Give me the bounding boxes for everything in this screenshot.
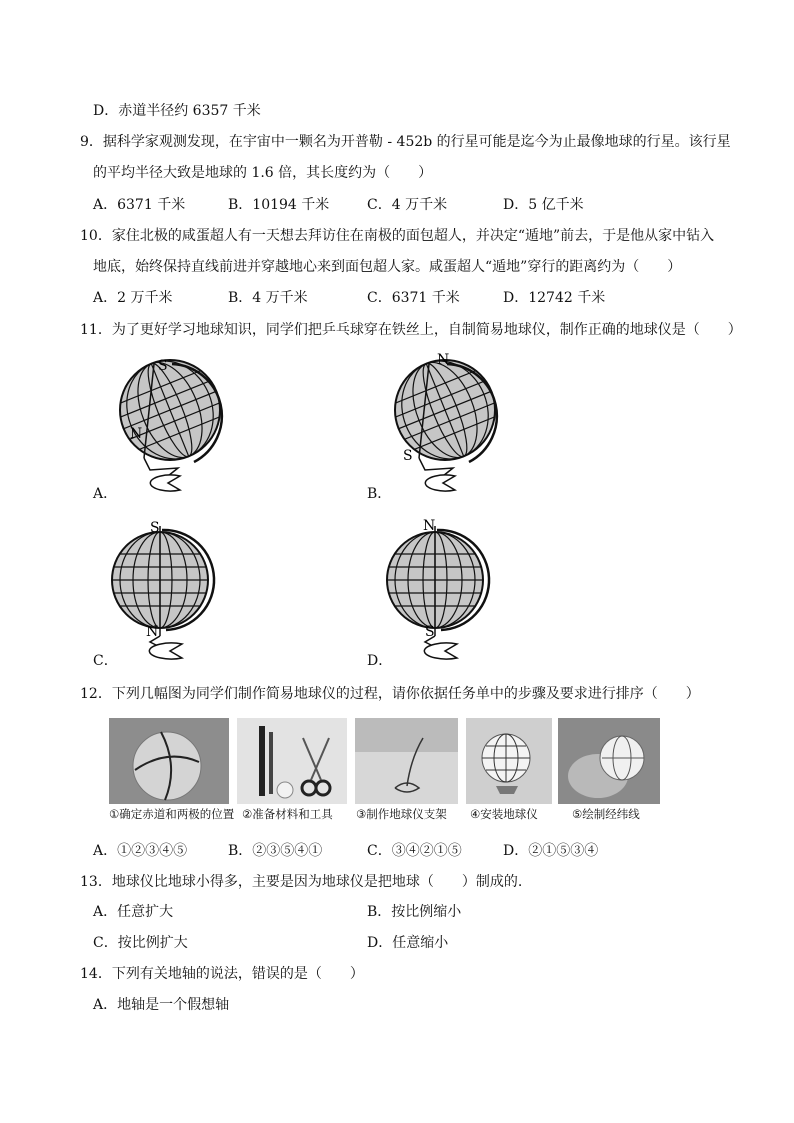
q11-globe-b-top-label: N: [437, 352, 450, 368]
q12-caption-5: ⑤绘制经纬线: [572, 807, 640, 821]
q11-globe-c-top-label: S: [150, 520, 160, 536]
q11-globe-b-bottom-label: S: [403, 448, 413, 464]
q11-globe-c-bottom-label: N: [146, 624, 159, 640]
q12-photo-1: [109, 718, 229, 804]
q10-option-d: D．12742 千米: [503, 290, 606, 306]
q8-option-d: D．赤道半径约 6357 千米: [93, 103, 261, 119]
q11-globe-c: [110, 518, 230, 668]
q13-option-b: B．按比例缩小: [367, 904, 462, 920]
q11-globe-d-bottom-label: S: [425, 624, 435, 640]
q13-option-d: D．任意缩小: [367, 935, 449, 951]
q12-stem: 12．下列几幅图为同学们制作简易地球仪的过程，请你依据任务单中的步骤及要求进行排序（ ）: [80, 686, 700, 702]
q12-photo-2: [237, 718, 347, 804]
q11-globe-d: [385, 518, 505, 668]
q13-stem: 13．地球仪比地球小得多，主要是因为地球仪是把地球（ ）制成的.: [80, 874, 523, 890]
q11-option-c-label: C．: [93, 653, 118, 669]
q12-option-d: D．②①⑤③④: [503, 843, 599, 859]
q12-photo-4: [466, 718, 552, 804]
q12-photo-5: [558, 718, 660, 804]
q13-option-a: A．任意扩大: [93, 904, 174, 920]
q10-option-b: B．4 万千米: [228, 290, 308, 306]
q9-option-d: D．5 亿千米: [503, 197, 584, 213]
q14-option-a: A．地轴是一个假想轴: [93, 997, 230, 1013]
q12-option-c: C．③④②①⑤: [367, 843, 462, 859]
q12-caption-2: ②准备材料和工具: [242, 807, 333, 821]
q11-stem: 11．为了更好学习地球知识，同学们把乒乓球穿在铁丝上，自制简易地球仪，制作正确的地球仪是（ ）: [80, 322, 742, 338]
q12-caption-1: ①确定赤道和两极的位置: [109, 807, 235, 821]
q13-option-c: C．按比例扩大: [93, 935, 188, 951]
q12-photo-3: [355, 718, 458, 804]
q12-caption-3: ③制作地球仪支架: [356, 807, 447, 821]
q10-stem-line2: 地底，始终保持直线前进并穿越地心来到面包超人家。咸蛋超人“遁地”穿行的距离约为（ ）: [93, 259, 682, 275]
q11-option-b-label: B．: [367, 486, 392, 502]
q11-globe-d-top-label: N: [423, 518, 436, 534]
q11-globe-a: [110, 350, 230, 500]
q11-globe-a-top-label: S: [158, 358, 168, 374]
q9-stem-line2: 的平均半径大致是地球的 1.6 倍，其长度约为（ ）: [93, 165, 433, 181]
q9-option-a: A．6371 千米: [93, 197, 186, 213]
q12-caption-4: ④安装地球仪: [470, 807, 538, 821]
q12-option-a: A．①②③④⑤: [93, 843, 188, 859]
q9-option-b: B．10194 千米: [228, 197, 330, 213]
q12-option-b: B．②③⑤④①: [228, 843, 323, 859]
q11-globe-a-bottom-label: N: [130, 426, 143, 442]
q11-option-d-label: D．: [367, 653, 393, 669]
q11-option-a-label: A．: [93, 486, 118, 502]
q10-option-c: C．6371 千米: [367, 290, 460, 306]
q10-stem-line1: 10．家住北极的咸蛋超人有一天想去拜访住在南极的面包超人，并决定“遁地”前去，于是他从家中钻入: [80, 228, 715, 244]
q10-option-a: A．2 万千米: [93, 290, 173, 306]
q9-option-c: C．4 万千米: [367, 197, 448, 213]
q9-stem-line1: 9．据科学家观测发现，在宇宙中一颗名为开普勒 - 452b 的行星可能是迄今为止最像地球的行星。该行星: [80, 134, 731, 150]
q14-stem: 14．下列有关地轴的说法，错误的是（ ）: [80, 966, 364, 982]
q11-globe-b: [385, 350, 505, 500]
